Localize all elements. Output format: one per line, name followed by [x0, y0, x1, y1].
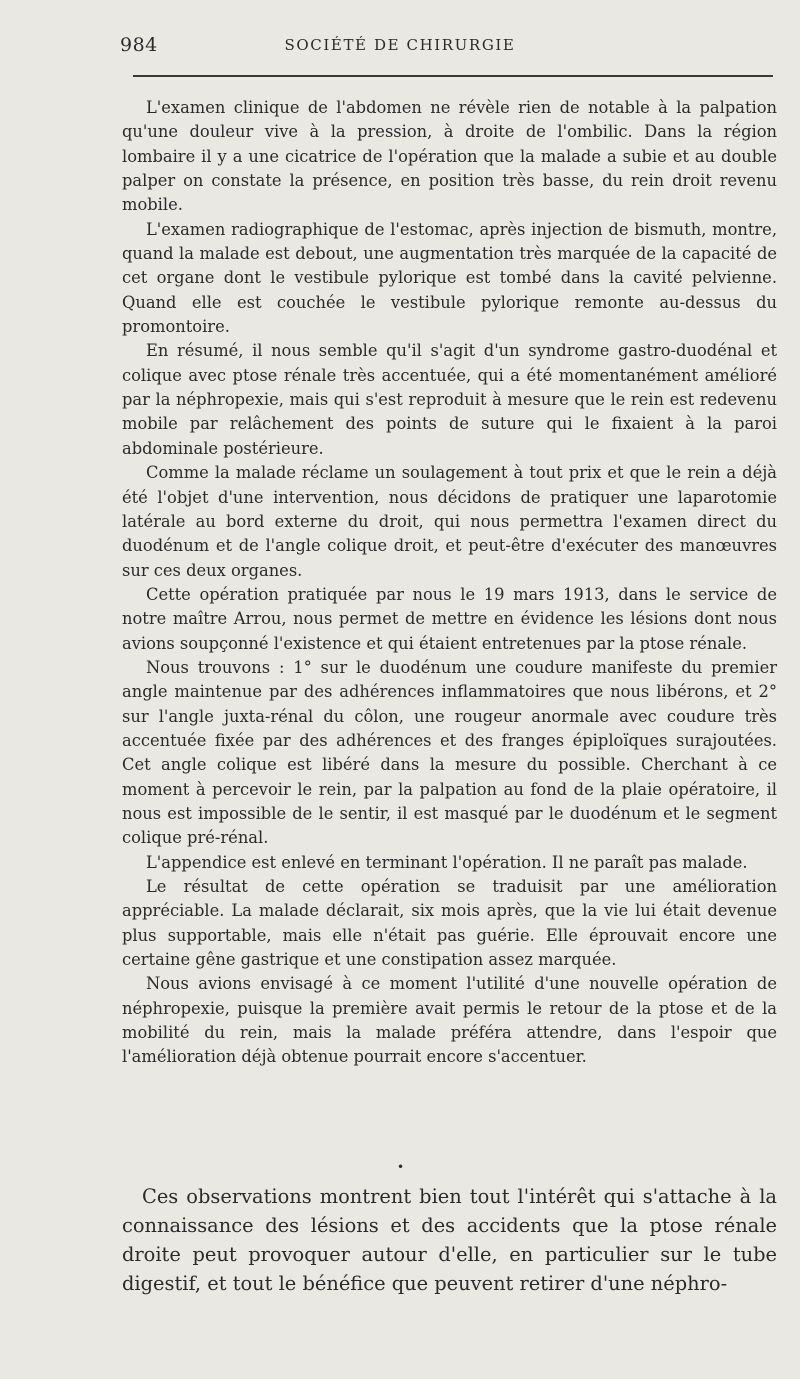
page-number: 984	[120, 34, 158, 56]
running-title: SOCIÉTÉ DE CHIRURGIE	[284, 36, 516, 54]
paragraph-findings: Nous trouvons : 1° sur le duodénum une coudure manifeste du premier angle maintenue par des adhérences inflammatoires que nous libérons, et 2° sur l'angle juxta-rénal du côlon, une rougeur anormale avec coudure très accentuée fixée par des adhérences et des franges épiploïques surajoutées. Cet angle colique est libéré dans la mesure du possible. Cherchant à ce moment à percevoir le rein, par la palpation au fond de la plaie opératoire, il nous est impossible de le sentir, il est masqué par le duodénum et le segment colique pré-rénal.	[122, 657, 777, 848]
header-rule	[133, 75, 773, 77]
paragraph-result: Le résultat de cette opération se traduisit par une amélioration appréciable. La malade déclarait, six mois après, que la vie lui était devenue plus supportable, mais elle n'était pas guérie. Elle éprouvait encore une certaine gêne gastrique et une constipation assez marquée.	[122, 877, 777, 970]
paragraph-radiography: L'examen radiographique de l'estomac, après injection de bismuth, montre, quand la malade est debout, une augmentation très marquée de la capacité de cet organe dont le vestibule pylorique est tombé dans la cavité pelvienne. Quand elle est couchée le vestibule pylorique remonte au-dessus du promontoire.	[122, 219, 777, 337]
paragraph-summary: En résumé, il nous semble qu'il s'agit d'un syndrome gastro-duodénal et colique avec ptose rénale très accentuée, qui a été momentanément amélioré par la néphropexie, mais qui s'est reproduit à mesure que le rein est redevenu mobile par relâchement des points de suture qui le fixaient à la paroi abdominale postérieure.	[122, 341, 777, 458]
paragraph-abdominal-exam: L'examen clinique de l'abdomen ne révèle rien de notable à la palpation qu'une douleur vive à la pression, à droite de l'ombilic. Dans la région lombaire il y a une cicatrice de l'opération que la malade a subie et au double palper on constate la présence, en position très basse, du rein droit revenu mobile.	[122, 98, 777, 215]
conclusion-paragraph: Ces observations montrent bien tout l'intérêt qui s'attache à la connaissance des lésions et des accidents que la ptose rénale droite peut provoquer autour d'elle, en particulier sur le tube digestif, et tout le bénéfice que peuvent retirer d'une néphro-	[122, 1185, 777, 1295]
paragraph-appendix: L'appendice est enlevé en terminant l'opération. Il ne paraît pas malade.	[146, 852, 748, 872]
body-text	[122, 96, 777, 1070]
page-header	[120, 34, 680, 64]
separator-mark: •	[397, 1160, 405, 1174]
paragraph-decision: Comme la malade réclame un soulagement à tout prix et que le rein a déjà été l'objet d'une intervention, nous décidons de pratiquer une laparotomie latérale au bord externe du droit, qui nous permettra l'examen direct du duodénum et de l'angle colique droit, et peut-être d'exécuter des manœuvres sur ces deux organes.	[122, 463, 777, 580]
conclusion-section	[122, 1182, 777, 1298]
paragraph-new-operation: Nous avions envisagé à ce moment l'utilité d'une nouvelle opération de néphropexie, puisque la première avait permis le retour de la ptose et de la mobilité du rein, mais la malade préféra attendre, dans l'espoir que l'amélioration déjà obtenue pourrait encore s'accentuer.	[122, 974, 777, 1067]
paragraph-operation: Cette opération pratiquée par nous le 19 mars 1913, dans le service de notre maître Arrou, nous permet de mettre en évidence les lésions dont nous avions soupçonné l'existence et qui étaient entretenues par la ptose rénale.	[122, 584, 777, 653]
